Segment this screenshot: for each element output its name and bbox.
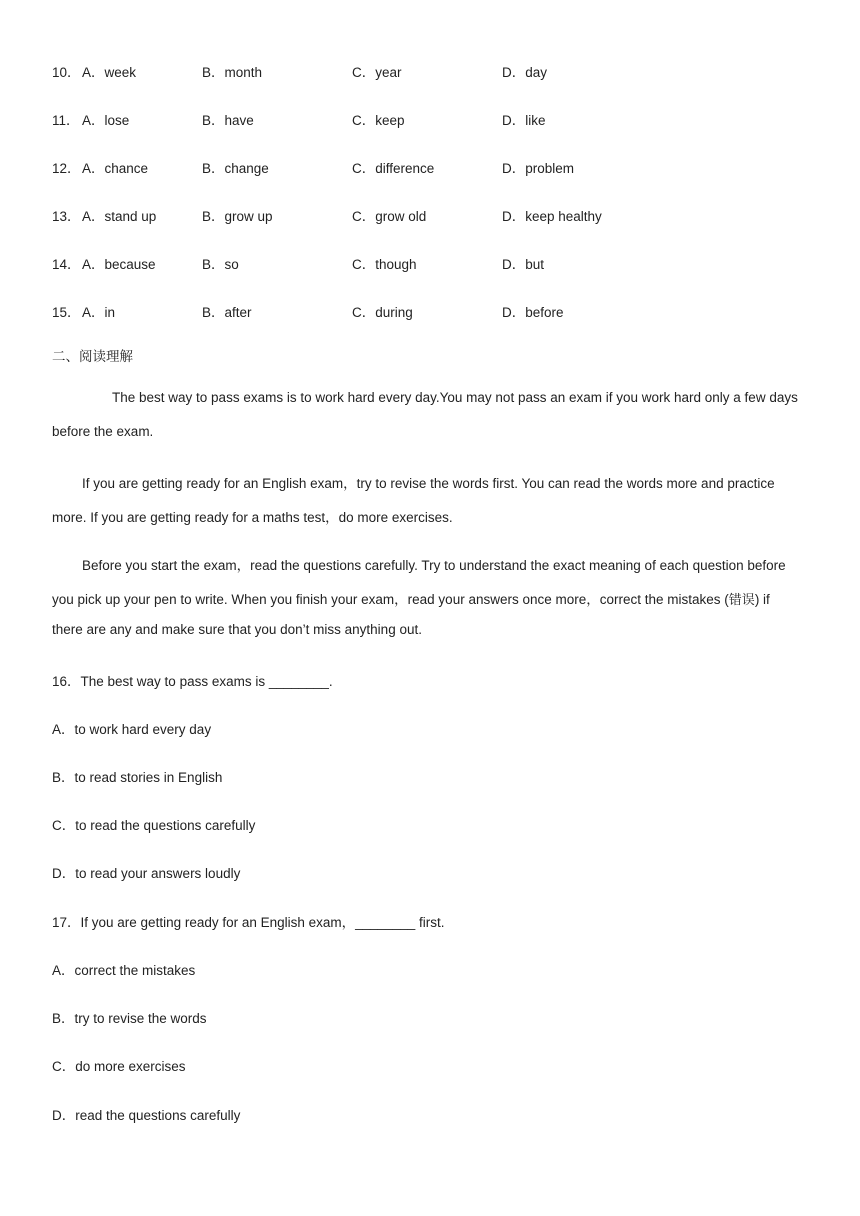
question-number: 14．	[52, 257, 81, 272]
section-heading: 二、阅读理解	[52, 349, 133, 365]
answer-option: B．try to revise the words	[52, 1011, 207, 1026]
passage-line	[52, 588, 770, 608]
option-d: D．but	[502, 257, 545, 272]
option-c: C．grow old	[352, 209, 427, 224]
option-a: A．because	[82, 257, 156, 272]
option-d: D．before	[502, 305, 564, 320]
passage-line: before the exam.	[52, 424, 154, 439]
option-a: A．week	[82, 65, 137, 80]
answer-option: A．correct the mistakes	[52, 963, 196, 978]
answer-option: D．read the questions carefully	[52, 1108, 241, 1123]
option-b: B．so	[202, 257, 239, 272]
option-c: C．difference	[352, 161, 435, 176]
question-number: 11．	[52, 113, 80, 128]
option-c: C．during	[352, 305, 413, 320]
passage-text: you pick up your pen to write. When you finish your exam，read your answers once more，correct the mistakes (	[52, 592, 729, 607]
option-b: B．month	[202, 65, 263, 80]
passage-line: there are any and make sure that you don’t miss anything out.	[52, 622, 422, 637]
option-a: A．chance	[82, 161, 149, 176]
option-b: B．grow up	[202, 209, 273, 224]
option-a: A．lose	[82, 113, 130, 128]
question-number: 12．	[52, 161, 81, 176]
option-c: C．year	[352, 65, 402, 80]
option-c: C．though	[352, 257, 417, 272]
passage-cjk-gloss: 错误	[728, 593, 755, 608]
passage-line: If you are getting ready for an English exam，try to revise the words first. You can read the words more and practice	[82, 476, 775, 491]
option-b: B．after	[202, 305, 252, 320]
passage-line: The best way to pass exams is to work hard every day.You may not pass an exam if you work hard only a few days	[112, 390, 798, 405]
answer-option: B．to read stories in English	[52, 770, 223, 785]
option-c: C．keep	[352, 113, 405, 128]
option-a: A．in	[82, 305, 116, 320]
passage-line: Before you start the exam，read the questions carefully. Try to understand the exact meaning of each question before	[82, 558, 786, 573]
option-b: B．change	[202, 161, 269, 176]
question-number: 15．	[52, 305, 81, 320]
question-stem: 16．The best way to pass exams is ________.	[52, 674, 333, 689]
option-a: A．stand up	[82, 209, 157, 224]
question-number: 13．	[52, 209, 81, 224]
answer-option: D．to read your answers loudly	[52, 866, 241, 881]
option-d: D．day	[502, 65, 548, 80]
option-d: D．problem	[502, 161, 575, 176]
option-d: D．like	[502, 113, 546, 128]
option-d: D．keep healthy	[502, 209, 602, 224]
answer-option: C．to read the questions carefully	[52, 818, 256, 833]
answer-option: A．to work hard every day	[52, 722, 212, 737]
question-number: 10．	[52, 65, 81, 80]
passage-text: ) if	[754, 592, 770, 607]
option-b: B．have	[202, 113, 254, 128]
question-stem: 17．If you are getting ready for an English exam，________ first.	[52, 915, 445, 930]
answer-option: C．do more exercises	[52, 1059, 186, 1074]
passage-line: more. If you are getting ready for a maths test，do more exercises.	[52, 510, 453, 525]
